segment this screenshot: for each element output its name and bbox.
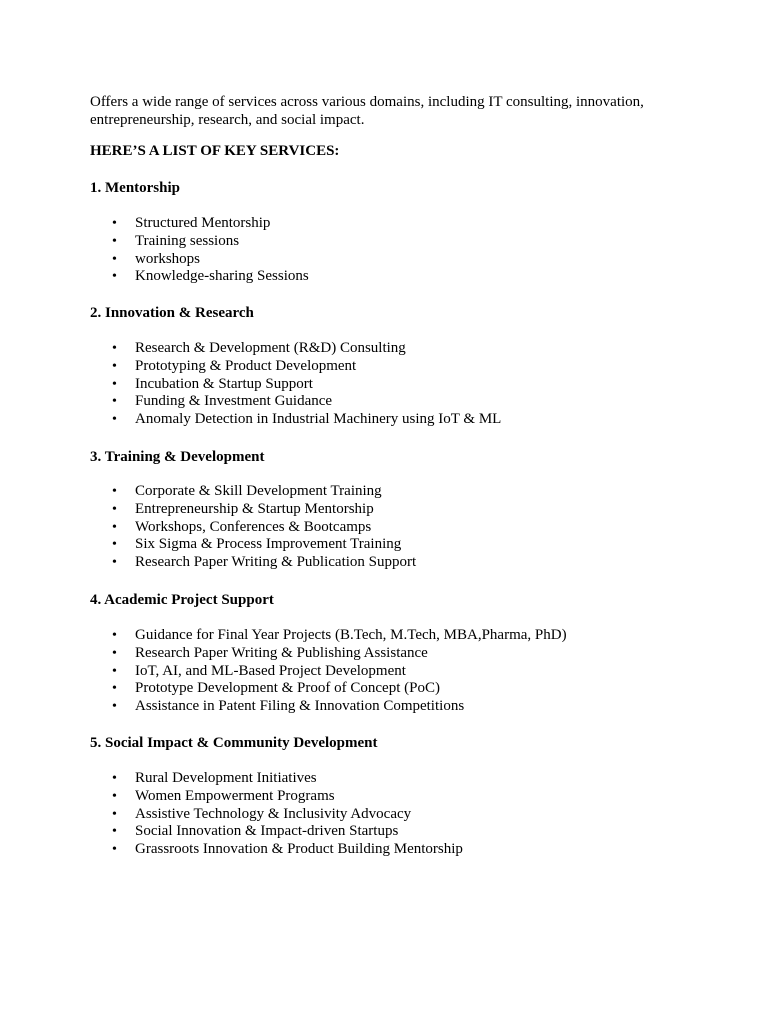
bullet-icon: •	[112, 628, 117, 643]
bullet-icon: •	[112, 216, 117, 231]
list-item	[90, 483, 416, 501]
bullet-icon: •	[112, 806, 117, 822]
bullet-icon: •	[112, 842, 117, 858]
list-item	[90, 501, 416, 519]
list-item-text: Anomaly Detection in Industrial Machinery using IoT & ML	[135, 411, 502, 428]
list-item-text: Guidance for Final Year Projects (B.Tech, M.Tech, MBA,Pharma, PhD)	[135, 627, 567, 643]
section-list-mentorship	[90, 215, 309, 286]
list-item-text: Incubation & Startup Support	[135, 375, 313, 392]
bullet-icon: •	[112, 537, 117, 553]
list-item	[90, 536, 416, 554]
list-item-text: Knowledge-sharing Sessions	[135, 268, 309, 285]
list-item	[90, 376, 501, 394]
list-item	[90, 251, 309, 269]
list-item-text: Funding & Investment Guidance	[135, 393, 333, 410]
list-item-text: Research Paper Writing & Publishing Assistance	[135, 644, 428, 661]
list-item	[90, 645, 567, 663]
list-item-text: Grassroots Innovation & Product Building Mentorship	[135, 841, 463, 858]
list-item	[90, 393, 501, 411]
list-item	[90, 411, 501, 429]
list-item	[90, 663, 567, 681]
list-item	[90, 268, 309, 286]
list-item-text: Rural Development Initiatives	[135, 770, 317, 786]
bullet-icon: •	[112, 555, 117, 571]
list-item	[90, 519, 416, 537]
section-title-mentorship: 1. Mentorship	[90, 180, 180, 196]
section-title-training-development: 3. Training & Development	[90, 449, 265, 465]
section-title-academic-project-support: 4. Academic Project Support	[90, 592, 274, 608]
section-list-innovation-research	[90, 340, 501, 429]
key-services-heading: HERE’S A LIST OF KEY SERVICES:	[90, 143, 340, 159]
list-item-text: Corporate & Skill Development Training	[135, 483, 382, 499]
section-list-academic-project-support	[90, 627, 567, 716]
bullet-icon: •	[112, 412, 117, 428]
bullet-icon: •	[112, 663, 117, 679]
list-item	[90, 627, 567, 645]
list-item	[90, 788, 463, 806]
bullet-icon: •	[112, 699, 117, 715]
list-item	[90, 554, 416, 572]
bullet-icon: •	[112, 681, 117, 697]
list-item	[90, 841, 463, 859]
bullet-icon: •	[112, 484, 117, 499]
list-item	[90, 215, 309, 233]
list-item	[90, 680, 567, 698]
bullet-icon: •	[112, 824, 117, 840]
list-item-text: Workshops, Conferences & Bootcamps	[135, 518, 372, 535]
list-item	[90, 806, 463, 824]
bullet-icon: •	[112, 376, 117, 392]
section-list-training-development	[90, 483, 416, 572]
list-item-text: Prototyping & Product Development	[135, 357, 357, 374]
list-item-text: Research Paper Writing & Publication Support	[135, 554, 417, 571]
bullet-icon: •	[112, 233, 117, 249]
list-item	[90, 770, 463, 788]
bullet-icon: •	[112, 251, 117, 267]
list-item-text: Structured Mentorship	[135, 215, 271, 231]
bullet-icon: •	[112, 501, 117, 517]
list-item-text: Entrepreneurship & Startup Mentorship	[135, 500, 374, 517]
bullet-icon: •	[112, 394, 117, 410]
bullet-icon: •	[112, 788, 117, 804]
list-item-text: workshops	[135, 250, 201, 267]
bullet-icon: •	[112, 358, 117, 374]
list-item-text: Assistive Technology & Inclusivity Advocacy	[135, 805, 412, 822]
list-item-text: Research & Development (R&D) Consulting	[135, 340, 406, 356]
list-item-text: IoT, AI, and ML-Based Project Development	[135, 662, 406, 679]
list-item	[90, 358, 501, 376]
list-item-text: Women Empowerment Programs	[135, 787, 335, 804]
list-item	[90, 340, 501, 358]
section-title-social-impact: 5. Social Impact & Community Development	[90, 735, 378, 751]
list-item	[90, 698, 567, 716]
bullet-icon: •	[112, 771, 117, 786]
list-item-text: Prototype Development & Proof of Concept (PoC)	[135, 680, 440, 697]
list-item-text: Training sessions	[135, 232, 240, 249]
bullet-icon: •	[112, 341, 117, 356]
list-item-text: Six Sigma & Process Improvement Training	[135, 536, 402, 553]
list-item-text: Social Innovation & Impact-driven Startups	[135, 823, 399, 840]
bullet-icon: •	[112, 519, 117, 535]
bullet-icon: •	[112, 645, 117, 661]
list-item	[90, 233, 309, 251]
section-title-innovation-research: 2. Innovation & Research	[90, 305, 254, 321]
bullet-icon: •	[112, 269, 117, 285]
intro-paragraph: Offers a wide range of services across various domains, including IT consulting, innovation, entrepreneurship, research, and social impact.	[90, 94, 644, 128]
list-item-text: Assistance in Patent Filing & Innovation Competitions	[135, 698, 465, 715]
section-list-social-impact	[90, 770, 463, 859]
list-item	[90, 823, 463, 841]
